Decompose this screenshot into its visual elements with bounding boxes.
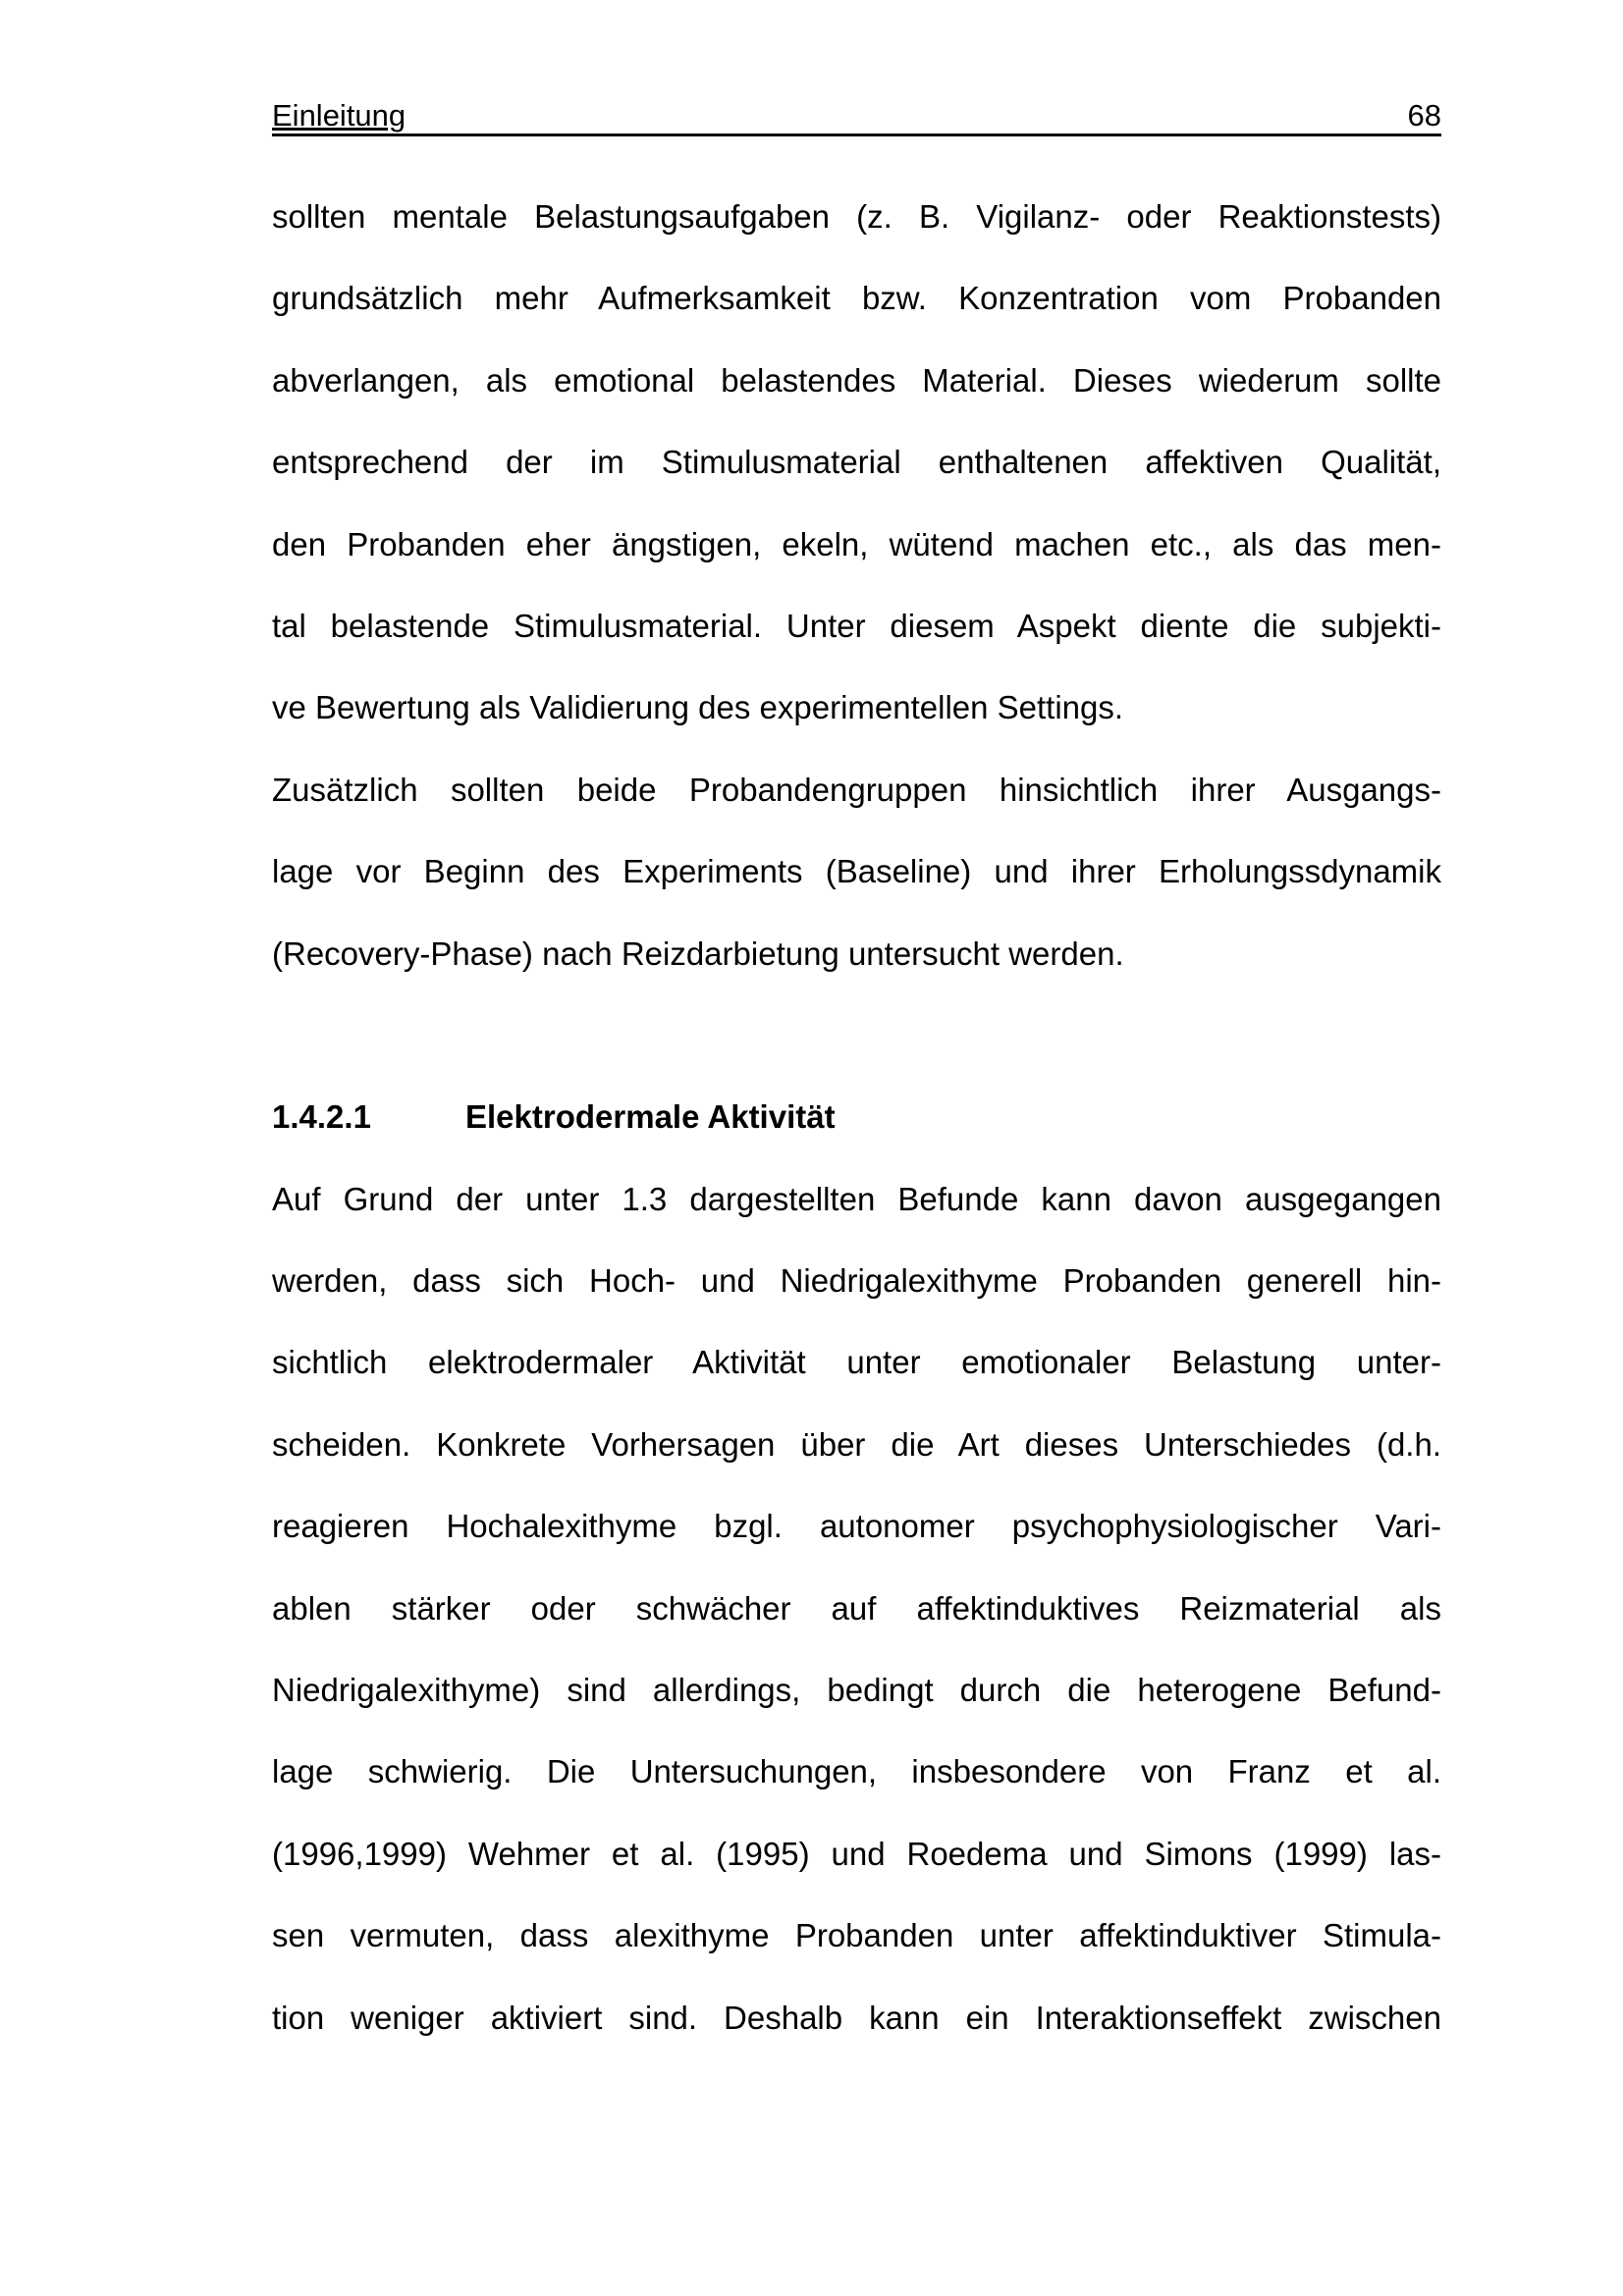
text-line: tion weniger aktiviert sind. Deshalb kann ein Interaktionseffekt zwischen [272,1999,1441,2036]
text-line: tal belastende Stimulusmaterial. Unter diesem Aspekt diente die subjekti- [272,607,1441,644]
page-body [272,176,1441,2058]
text-line: lage vor Beginn des Experiments (Baseline) und ihrer Erholungssdynamik [272,853,1441,890]
text-line: sichtlich elektrodermaler Aktivität unter emotionaler Belastung unter- [272,1344,1441,1381]
text-line: sollten mentale Belastungsaufgaben (z. B. Vigilanz- oder Reaktionstests) [272,198,1441,235]
spacer [272,994,1441,1076]
paragraph [272,749,1441,994]
page-number: 68 [1407,98,1441,133]
section-heading [272,1076,1441,1157]
text-line: sen vermuten, dass alexithyme Probanden unter affektinduktiver Stimula- [272,1917,1441,1954]
text-line: (1996,1999) Wehmer et al. (1995) und Roedema und Simons (1999) las- [272,1835,1441,1872]
text-line: den Probanden eher ängstigen, ekeln, wütend machen etc., als das men- [272,525,1441,562]
text-line: grundsätzlich mehr Aufmerksamkeit bzw. Konzentration vom Probanden [272,280,1441,317]
text-line: abverlangen, als emotional belastendes Material. Dieses wiederum sollte [272,361,1441,399]
paragraph [272,176,1441,749]
text-line: Zusätzlich sollten beide Probandengruppen hinsichtlich ihrer Ausgangs- [272,771,1441,808]
text-line: lage schwierig. Die Untersuchungen, insbesondere von Franz et al. [272,1753,1441,1790]
text-line: reagieren Hochalexithyme bzgl. autonomer psychophysiologischer Vari- [272,1508,1441,1545]
paragraph [272,1158,1441,2058]
text-line: scheiden. Konkrete Vorhersagen über die Art dieses Unterschiedes (d.h. [272,1425,1441,1463]
page-header [272,98,1441,136]
section-number: 1.4.2.1 [272,1098,371,1136]
text-line: (Recovery-Phase) nach Reizdarbietung untersucht werden. [272,934,1124,972]
text-line: Niedrigalexithyme) sind allerdings, bedingt durch die heterogene Befund- [272,1672,1441,1709]
running-header-title: Einleitung [272,98,406,133]
section-title: Elektrodermale Aktivität [465,1098,836,1136]
text-line: Auf Grund der unter 1.3 dargestellten Befunde kann davon ausgegangen [272,1180,1441,1217]
text-line: entsprechend der im Stimulusmaterial enthaltenen affektiven Qualität, [272,444,1441,481]
text-line: ablen stärker oder schwächer auf affektinduktives Reizmaterial als [272,1589,1441,1627]
text-line: werden, dass sich Hoch- und Niedrigalexithyme Probanden generell hin- [272,1262,1441,1300]
text-line: ve Bewertung als Validierung des experimentellen Settings. [272,689,1124,726]
